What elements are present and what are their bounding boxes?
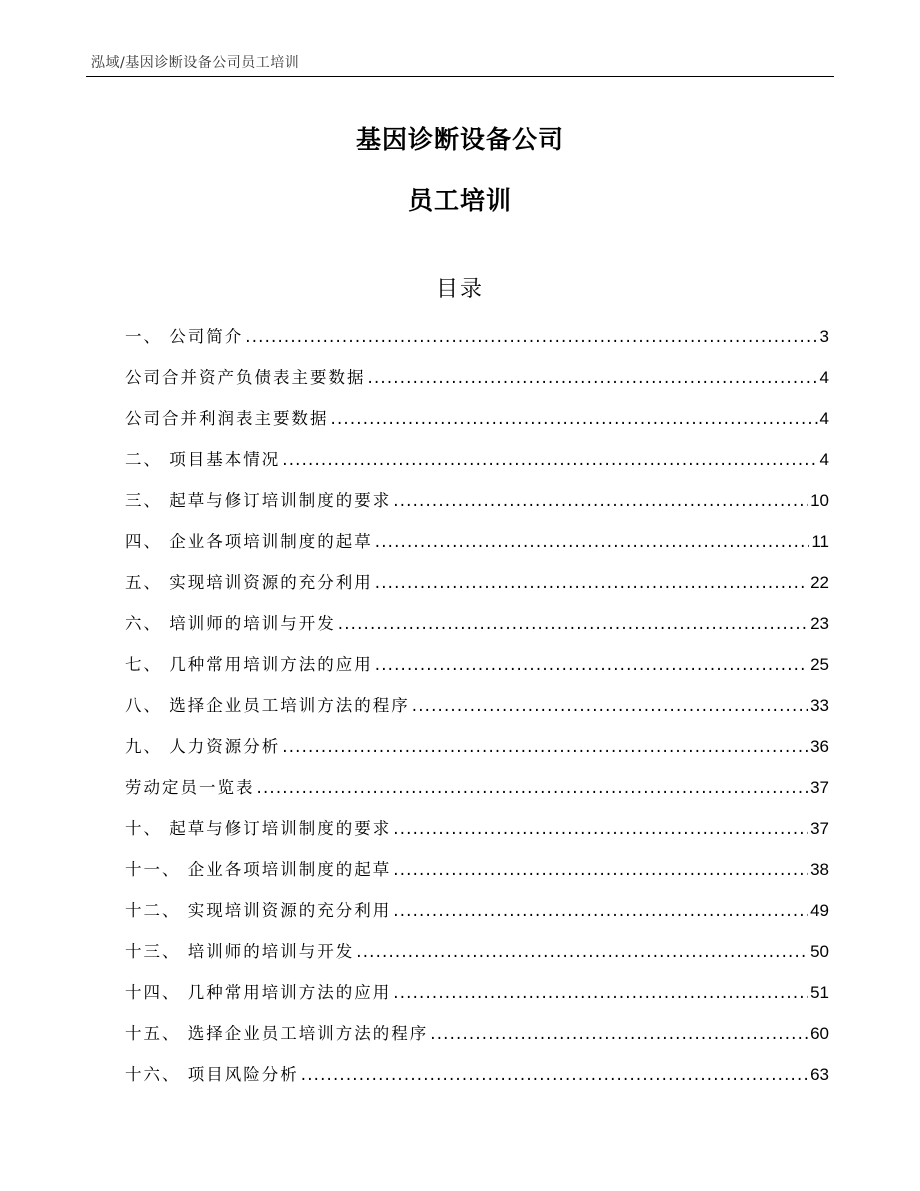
toc-entry[interactable] [125,691,829,732]
toc-dot-leader [412,691,808,721]
toc-heading: 目录 [435,277,484,302]
toc-entry-page: 4 [819,409,829,428]
toc-dot-leader [356,937,808,967]
toc-entry-page: 23 [810,614,829,633]
toc-entry-page: 33 [810,696,829,715]
toc-dot-leader [245,322,817,352]
toc-dot-leader [282,445,817,475]
toc-entry-label: 一、 公司简介 [125,327,244,346]
toc-entry-label: 九、 人力资源分析 [125,737,281,756]
toc-entry-label: 十三、 培训师的培训与开发 [125,942,355,961]
toc-dot-leader [393,978,808,1008]
toc-dot-leader [375,568,808,598]
toc-entry-label: 六、 培训师的培训与开发 [125,614,336,633]
toc-entry-label: 公司合并资产负债表主要数据 [125,368,366,387]
toc-entry[interactable] [125,322,829,363]
toc-dot-leader [375,650,808,680]
toc-entry[interactable] [125,1060,829,1101]
toc-entry-label: 十二、 实现培训资源的充分利用 [125,901,392,920]
toc-entry-label: 三、 起草与修订培训制度的要求 [125,491,392,510]
toc-dot-leader [393,896,808,926]
toc-entry-page: 63 [810,1065,829,1084]
document-subtitle: 员工培训 [407,186,512,215]
toc-entry[interactable] [125,404,829,445]
toc-entry-label: 十一、 企业各项培训制度的起草 [125,860,392,879]
toc-entry[interactable] [125,937,829,978]
toc-entry[interactable] [125,978,829,1019]
toc-entry[interactable] [125,609,829,650]
toc-entry-page: 4 [819,450,829,469]
toc-dot-leader [338,609,808,639]
toc-dot-leader [331,404,818,434]
toc-dot-leader [393,855,808,885]
document-title: 基因诊断设备公司 [355,125,564,154]
table-of-contents [125,322,829,1101]
toc-entry-page: 37 [810,819,829,838]
toc-entry[interactable] [125,486,829,527]
toc-entry-label: 公司合并利润表主要数据 [125,409,329,428]
running-header: 泓域/基因诊断设备公司员工培训 [91,55,300,71]
toc-entry[interactable] [125,896,829,937]
toc-dot-leader [257,773,809,803]
toc-entry-label: 十六、 项目风险分析 [125,1065,299,1084]
toc-entry-page: 4 [819,368,829,387]
toc-entry-label: 十、 起草与修订培训制度的要求 [125,819,392,838]
toc-entry-page: 11 [811,532,829,551]
toc-dot-leader [393,486,808,516]
toc-dot-leader [282,732,808,762]
toc-entry-page: 38 [810,860,829,879]
toc-entry[interactable] [125,568,829,609]
toc-entry[interactable] [125,363,829,404]
toc-entry-label: 五、 实现培训资源的充分利用 [125,573,373,592]
header-divider [86,76,834,77]
toc-entry[interactable] [125,732,829,773]
toc-entry-label: 八、 选择企业员工培训方法的程序 [125,696,410,715]
toc-entry[interactable] [125,527,829,568]
toc-entry-page: 60 [810,1024,829,1043]
toc-entry[interactable] [125,445,829,486]
toc-entry[interactable] [125,855,829,896]
toc-entry-label: 十四、 几种常用培训方法的应用 [125,983,392,1002]
toc-entry-page: 37 [810,778,829,797]
toc-entry-page: 25 [810,655,829,674]
toc-entry-page: 49 [810,901,829,920]
toc-entry-page: 50 [810,942,829,961]
toc-entry[interactable] [125,814,829,855]
toc-entry-label: 二、 项目基本情况 [125,450,281,469]
toc-dot-leader [301,1060,808,1090]
toc-entry[interactable] [125,650,829,691]
toc-entry-page: 51 [810,983,829,1002]
toc-dot-leader [430,1019,808,1049]
toc-entry-page: 10 [810,491,829,510]
toc-dot-leader [368,363,818,393]
toc-entry[interactable] [125,1019,829,1060]
toc-entry-label: 七、 几种常用培训方法的应用 [125,655,373,674]
toc-entry-page: 36 [810,737,829,756]
toc-dot-leader [375,527,810,557]
toc-entry-page: 22 [810,573,829,592]
toc-entry-page: 3 [819,327,829,346]
toc-entry-label: 四、 企业各项培训制度的起草 [125,532,373,551]
toc-dot-leader [393,814,808,844]
toc-entry-label: 十五、 选择企业员工培训方法的程序 [125,1024,429,1043]
toc-entry-label: 劳动定员一览表 [125,778,255,797]
toc-entry[interactable] [125,773,829,814]
